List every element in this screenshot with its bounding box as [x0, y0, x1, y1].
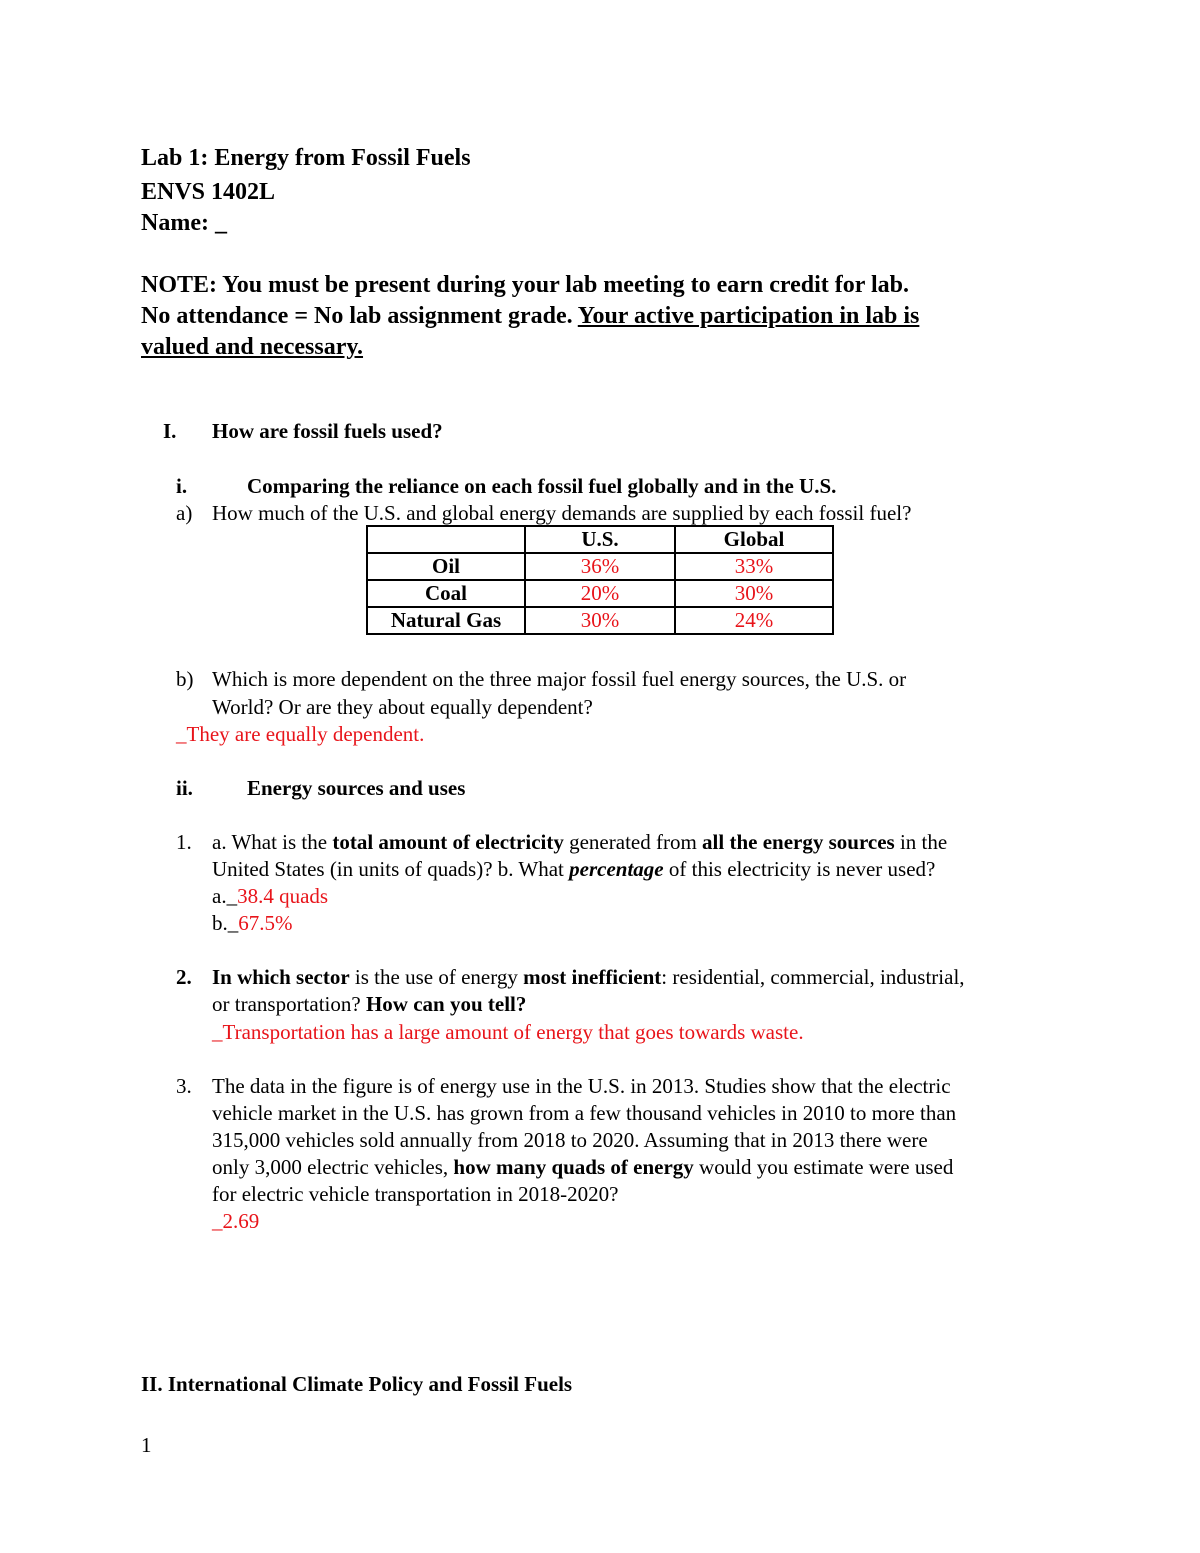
subsection-ii-marker: ii. — [176, 776, 193, 800]
note-line-2 — [141, 303, 919, 330]
q1-text-5: of this electricity is never used? — [663, 857, 936, 881]
table-row — [367, 580, 833, 607]
section-1-heading: How are fossil fuels used? — [212, 419, 443, 443]
table-row — [367, 553, 833, 580]
q1-bold-energy-sources: all the energy sources — [702, 830, 895, 854]
answer-b-label: b._ — [212, 911, 239, 935]
q3-text-2: would you estimate were used — [693, 1155, 954, 1179]
subsection-i-marker: i. — [176, 474, 188, 498]
question-a-text: How much of the U.S. and global energy demands are supplied by each fossil fuel? — [212, 501, 912, 525]
answer-a-label: a._ — [212, 884, 238, 908]
q1-text-4: United States (in units of quads)? b. What — [212, 857, 570, 881]
question-3-line-4 — [212, 1155, 953, 1180]
q2-bold-how-tell: How can you tell? — [365, 992, 527, 1016]
question-b-line-2: World? Or are they about equally dependent? — [212, 695, 593, 719]
question-2-line-2 — [212, 992, 526, 1017]
question-1-line-2 — [212, 857, 935, 882]
question-3-line-5: for electric vehicle transportation in 2018-2020? — [212, 1182, 619, 1206]
row-label-coal: Coal — [367, 580, 525, 607]
name-label: Name: _ — [141, 210, 227, 236]
section-1-marker: I. — [163, 419, 177, 443]
cell-coal-us: 20% — [525, 580, 675, 607]
cell-coal-global: 30% — [675, 580, 833, 607]
question-3-line-1: The data in the figure is of energy use in the U.S. in 2013. Studies show that the electric — [212, 1074, 951, 1098]
question-1-line-1 — [212, 830, 947, 855]
question-3-marker: 3. — [176, 1074, 192, 1098]
q1-text-3: in the — [894, 830, 948, 854]
q2-text-1: is the use of energy — [349, 965, 524, 989]
document-title: Lab 1: Energy from Fossil Fuels — [141, 145, 471, 171]
answer-b-value: 67.5% — [238, 911, 293, 935]
table-header-global: Global — [675, 526, 833, 553]
cell-oil-global: 33% — [675, 553, 833, 580]
section-2-heading: II. International Climate Policy and Fossil Fuels — [141, 1372, 573, 1396]
question-3-line-2: vehicle market in the U.S. has grown from a few thousand vehicles in 2010 to more than — [212, 1101, 957, 1125]
q3-bold-quads: how many quads of energy — [453, 1155, 694, 1179]
page-number: 1 — [141, 1433, 152, 1457]
subsection-ii-heading: Energy sources and uses — [247, 776, 466, 800]
cell-oil-us: 36% — [525, 553, 675, 580]
question-b-answer: _They are equally dependent. — [176, 722, 425, 746]
question-1-answer-b — [212, 911, 293, 936]
q1-bold-percentage: percentage — [569, 857, 664, 881]
q1-text-1: a. What is the — [212, 830, 333, 854]
q1-bold-total-electricity: total amount of electricity — [332, 830, 564, 854]
table-row — [367, 607, 833, 634]
question-1-marker: 1. — [176, 830, 192, 854]
question-1-answer-a — [212, 884, 328, 909]
q2-text-2: : residential, commercial, industrial, — [661, 965, 965, 989]
answer-a-value: 38.4 quads — [237, 884, 329, 908]
question-b-line-1: Which is more dependent on the three major fossil fuel energy sources, the U.S. or — [212, 667, 907, 691]
course-code: ENVS 1402L — [141, 179, 276, 205]
note-line-3: valued and necessary. — [141, 334, 364, 360]
cell-natural-gas-us: 30% — [525, 607, 675, 634]
q3-text-1: only 3,000 electric vehicles, — [212, 1155, 454, 1179]
table-header-empty — [367, 526, 525, 553]
question-a-marker: a) — [176, 501, 193, 525]
note-participation: Your active participation in lab is — [577, 303, 920, 329]
question-3-line-3: 315,000 vehicles sold annually from 2018 to 2020. Assuming that in 2013 there were — [212, 1128, 928, 1152]
question-3-answer: _2.69 — [212, 1209, 260, 1233]
question-2-line-1 — [212, 965, 965, 990]
row-label-natural-gas: Natural Gas — [367, 607, 525, 634]
note-attendance: No attendance = No lab assignment grade. — [141, 303, 578, 329]
note-line-1: NOTE: You must be present during your lab meeting to earn credit for lab. — [141, 272, 910, 298]
table-header-row — [367, 526, 833, 553]
q2-bold-sector: In which sector — [212, 965, 350, 989]
question-2-marker: 2. — [176, 965, 192, 989]
table-header-us: U.S. — [525, 526, 675, 553]
cell-natural-gas-global: 24% — [675, 607, 833, 634]
q2-bold-inefficient: most inefficient — [523, 965, 662, 989]
q2-text-3: or transportation? — [212, 992, 366, 1016]
q1-text-2: generated from — [563, 830, 703, 854]
row-label-oil: Oil — [367, 553, 525, 580]
subsection-i-heading: Comparing the reliance on each fossil fuel globally and in the U.S. — [247, 474, 837, 498]
question-2-answer: _Transportation has a large amount of energy that goes towards waste. — [212, 1020, 804, 1044]
fossil-fuel-table — [366, 525, 834, 635]
question-b-marker: b) — [176, 667, 194, 691]
